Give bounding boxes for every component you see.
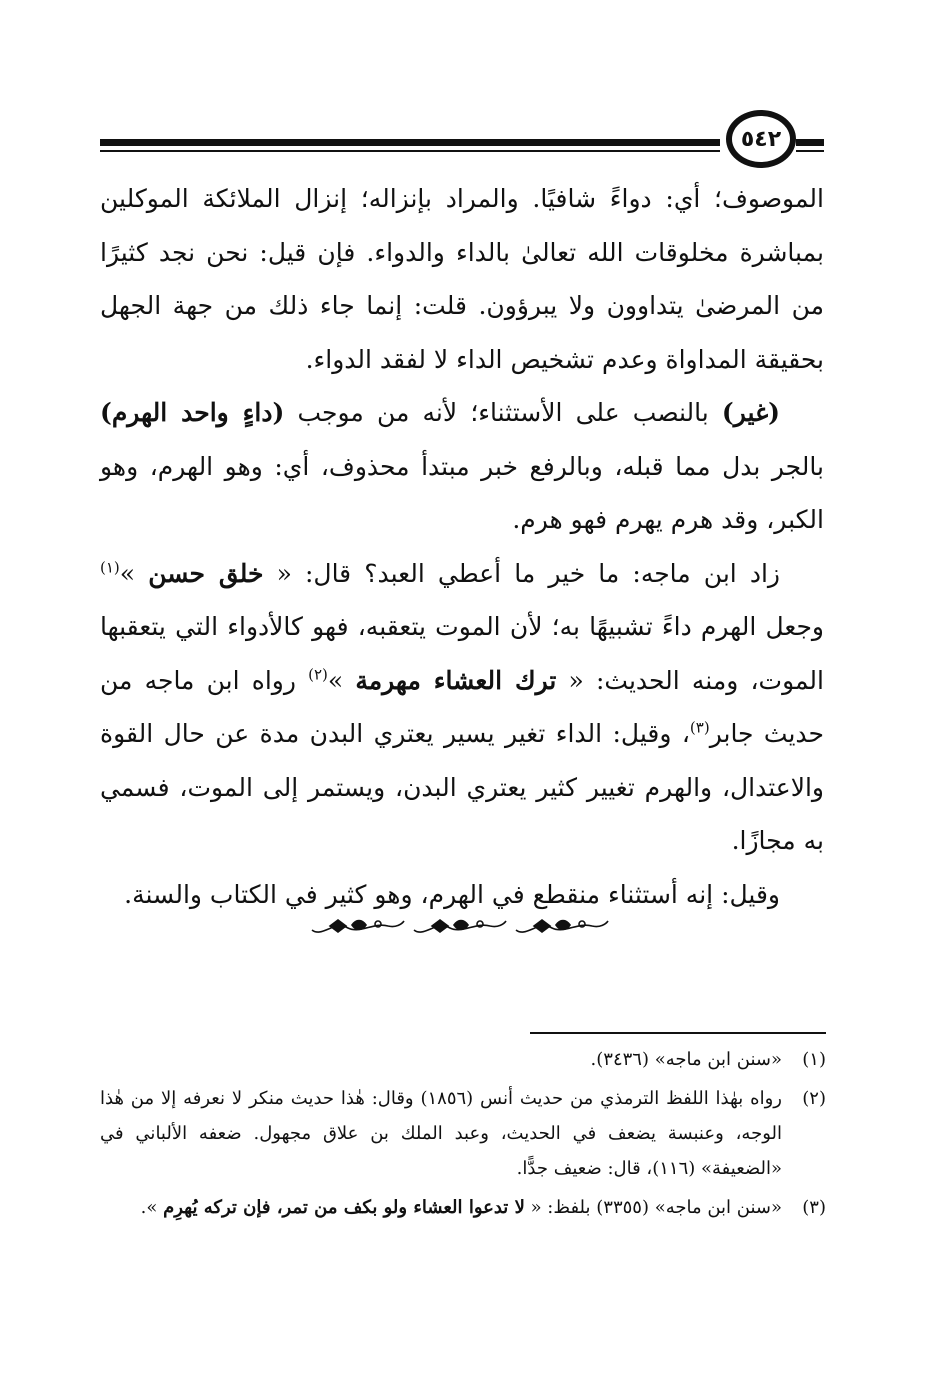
paragraph-2 bbox=[100, 386, 824, 547]
footnote-1 bbox=[100, 1042, 826, 1077]
footnote-ref-1[interactable]: (١) bbox=[100, 558, 120, 577]
term-ghayr: (غير) bbox=[721, 398, 780, 427]
page-number: ٥٤٢ bbox=[726, 110, 796, 168]
fn3-quote: لا تدعوا العشاء ولو بكف من تمر، فإن تركه يُهرِم bbox=[163, 1197, 525, 1218]
p2-text-d: بالجر بدل مما قبله، وبالرفع خبر مبتدأ محذوف، أي: وهو الهرم، وهو الكبر، وقد هرم يهرم فهو هرم. bbox=[100, 451, 824, 534]
p3-text-a: زاد ابن ماجه: ما خير ما أعطي العبد؟ قال: « bbox=[263, 558, 781, 588]
footnote-number: (٣) bbox=[802, 1197, 826, 1218]
p3-text-g: رواه ابن ماجه من حديث جابر bbox=[100, 665, 824, 748]
header-rule-thin bbox=[100, 150, 720, 152]
paragraph-4: وقيل: إنه أستثناء منقطع في الهرم، وهو كثير في الكتاب والسنة. bbox=[124, 879, 780, 909]
ornament-unit-2 bbox=[414, 920, 506, 932]
ornament-unit-1 bbox=[312, 920, 404, 932]
paragraph-3 bbox=[100, 547, 824, 868]
main-text bbox=[100, 172, 824, 921]
quote-tark-al-asha: ترك العشاء مهرمة bbox=[355, 665, 557, 695]
footnote-separator bbox=[530, 1032, 826, 1034]
quote-khuluq-hasan: خلق حسن bbox=[148, 558, 264, 588]
paragraph-1: الموصوف؛ أي: دواءً شافيًا. والمراد بإنزاله؛ إنزال الملائكة الموكلين بمباشرة مخلوقات الله تعالىٰ بالداء والدواء. فإن قيل: نحن نجد كثيرًا من المرضىٰ يتداوون ولا يبرؤون. قلت: إنما جاء ذلك من جهة الجهل بحقيقة المداواة وعدم تشخيص الداء لا لفقد الدواء. bbox=[100, 184, 824, 374]
p3-text-d: وجعل الهرم داءً تشبيهًا به؛ لأن الموت يتعقبه، فهو كالأدواء التي يتعقبها الموت، ومنه الحديث: « bbox=[100, 612, 824, 695]
p3-text-c: » bbox=[119, 558, 149, 588]
footnote-ref-2[interactable]: (٢) bbox=[308, 665, 328, 684]
page-header bbox=[100, 108, 824, 178]
footnote-2 bbox=[100, 1081, 826, 1186]
footnote-text: «سنن ابن ماجه» (٣٤٣٦). bbox=[590, 1049, 782, 1070]
p2-text-b: بالنصب على الأستثناء؛ لأنه من موجب bbox=[284, 398, 722, 427]
fn3-text-c: ». bbox=[140, 1197, 164, 1218]
term-hadith-phrase: (داءٍ واحد الهرم) bbox=[100, 398, 285, 427]
footnote-text: رواه بهٰذا اللفظ الترمذي من حديث أنس (١٨٥٦) وقال: هٰذا حديث منكر لا نعرفه إلا من هٰذا الوجه، وعنبسة يضعف في الحديث، وعبد الملك بن علاق مجهول. ضعفه الألباني في «الضعيفة» (١١٦)، قال: ضعيف جدًّا. bbox=[100, 1088, 782, 1179]
section-ornament-icon bbox=[304, 912, 614, 942]
footnote-text bbox=[100, 1190, 782, 1225]
p3-text-f: » bbox=[327, 665, 356, 695]
fn3-text-a: «سنن ابن ماجه» (٣٣٥٥) بلفظ: « bbox=[524, 1197, 782, 1218]
footnote-ref-3[interactable]: (٣) bbox=[689, 718, 710, 737]
footnote-number: (٢) bbox=[802, 1088, 826, 1109]
header-rule-thick bbox=[100, 139, 720, 146]
header-rule-right-thin bbox=[796, 150, 824, 152]
footnotes bbox=[100, 1042, 826, 1229]
header-rule-right bbox=[796, 139, 824, 146]
ornament-unit-3 bbox=[516, 920, 608, 932]
footnote-number: (١) bbox=[802, 1049, 826, 1070]
p3-text-h: ، وقيل: الداء تغير يسير يعتري البدن مدة عن حال القوة والاعتدال، والهرم تغيير كثير يعتري البدن، ويستمر إلى الموت، فسمي به مجازًا. bbox=[100, 719, 824, 855]
footnote-3 bbox=[100, 1190, 826, 1225]
